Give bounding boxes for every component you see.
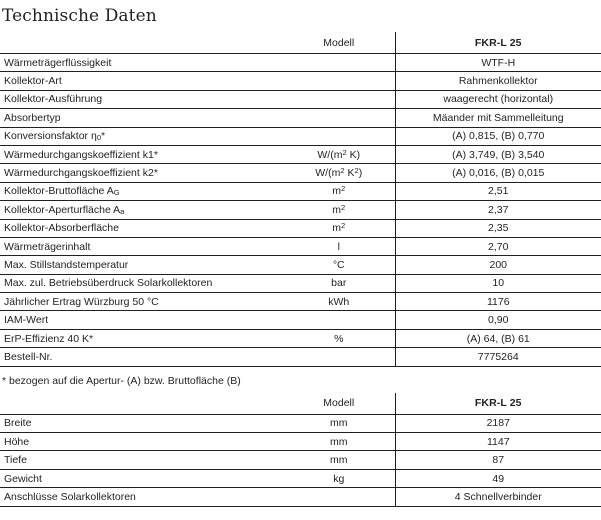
specs-row-value: Mäander mit Sammelleitung	[395, 109, 601, 127]
specs-row-value: 2,37	[395, 201, 601, 219]
specs-row-label: Konversionsfaktor $\eta_0*$	[0, 127, 283, 145]
specs-row-value: (A) 3,749, (B) 3,540	[395, 145, 601, 163]
specs-row-unit	[283, 54, 395, 72]
specs-row-label: Wärmedurchgangskoeffizient k1*	[0, 145, 283, 163]
specs-row-unit	[283, 109, 395, 127]
specs-table-body	[0, 54, 601, 367]
dimensions-row-unit: mm	[283, 414, 395, 432]
table-row	[0, 54, 601, 72]
dimensions-header-label	[0, 393, 283, 415]
specs-row-unit: $m^2$	[283, 201, 395, 219]
table-row	[0, 164, 601, 182]
dimensions-row-unit: mm	[283, 433, 395, 451]
specs-row-unit: l	[283, 237, 395, 255]
specs-row-value: 2,70	[395, 237, 601, 255]
table-row	[0, 329, 601, 347]
dimensions-row-value: 1147	[395, 433, 601, 451]
specs-row-label: Max. Stillstandstemperatur	[0, 256, 283, 274]
specs-row-label: Max. zul. Betriebsüberdruck Solarkollektoren	[0, 274, 283, 292]
dimensions-row-label: Gewicht	[0, 469, 283, 487]
table-row	[0, 109, 601, 127]
table-row	[0, 145, 601, 163]
dimensions-header-row	[0, 393, 601, 415]
table-row	[0, 237, 601, 255]
dimensions-row-label: Anschlüsse Solarkollektoren	[0, 488, 283, 506]
specs-row-value: 10	[395, 274, 601, 292]
dimensions-row-unit	[283, 488, 395, 506]
specs-row-unit: bar	[283, 274, 395, 292]
specs-row-label: ErP-Effizienz 40 K*	[0, 329, 283, 347]
table-row	[0, 219, 601, 237]
table-row	[0, 311, 601, 329]
technical-specifications-table	[0, 32, 601, 367]
table-row	[0, 451, 601, 469]
specs-table-head	[0, 32, 601, 54]
table-row	[0, 433, 601, 451]
table-row	[0, 488, 601, 506]
specs-row-label: Kollektor-Aperturfläche $A_a$	[0, 201, 283, 219]
dimensions-header-value: FKR-L 25	[395, 393, 601, 415]
table-row	[0, 256, 601, 274]
dimensions-row-label: Breite	[0, 414, 283, 432]
dimensions-header-unit: Modell	[283, 393, 395, 415]
dimensions-row-value: 2187	[395, 414, 601, 432]
table-row	[0, 293, 601, 311]
specs-row-unit: $m^2$	[283, 219, 395, 237]
dimensions-row-unit: kg	[283, 469, 395, 487]
specs-row-value: 1176	[395, 293, 601, 311]
table-row	[0, 274, 601, 292]
specs-row-unit: $W/(m^2$ K)	[283, 145, 395, 163]
dimensions-table-head	[0, 393, 601, 415]
table-row	[0, 348, 601, 366]
specs-header-label	[0, 32, 283, 54]
specs-row-unit	[283, 311, 395, 329]
specs-row-value: (A) 0,815, (B) 0,770	[395, 127, 601, 145]
page-title: Technische Daten	[2, 6, 157, 26]
specs-row-unit	[283, 348, 395, 366]
specs-row-value: 0,90	[395, 311, 601, 329]
specs-header-row	[0, 32, 601, 54]
specs-row-value: 200	[395, 256, 601, 274]
dimensions-table-body	[0, 414, 601, 506]
specs-row-label: Wärmedurchgangskoeffizient k2*	[0, 164, 283, 182]
specs-row-value: (A) 64, (B) 61	[395, 329, 601, 347]
specs-row-unit: kWh	[283, 293, 395, 311]
specs-row-unit: $W/(m^2$ $K^2$)	[283, 164, 395, 182]
table-row	[0, 201, 601, 219]
table-row	[0, 469, 601, 487]
specs-row-label: Kollektor-Absorberfläche	[0, 219, 283, 237]
dimensions-row-label: Tiefe	[0, 451, 283, 469]
dimensions-row-unit: mm	[283, 451, 395, 469]
specs-header-unit: Modell	[283, 32, 395, 54]
specs-row-label: Kollektor-Ausführung	[0, 90, 283, 108]
dimensions-row-value: 87	[395, 451, 601, 469]
specs-row-unit: °C	[283, 256, 395, 274]
specs-row-unit: $m^2$	[283, 182, 395, 200]
specs-row-unit: %	[283, 329, 395, 347]
specs-row-label: Kollektor-Art	[0, 72, 283, 90]
specs-row-label: Jährlicher Ertrag Würzburg 50 °C	[0, 293, 283, 311]
specs-row-value: (A) 0,016, (B) 0,015	[395, 164, 601, 182]
specs-row-value: 7775264	[395, 348, 601, 366]
table-row	[0, 182, 601, 200]
table-row	[0, 90, 601, 108]
dimensions-row-value: 4 Schnellverbinder	[395, 488, 601, 506]
dimensions-row-label: Höhe	[0, 433, 283, 451]
table-row	[0, 414, 601, 432]
specs-row-unit	[283, 90, 395, 108]
specs-row-value: waagerecht (horizontal)	[395, 90, 601, 108]
specs-row-unit	[283, 72, 395, 90]
specs-row-value: Rahmenkollektor	[395, 72, 601, 90]
specs-row-value: WTF-H	[395, 54, 601, 72]
dimensions-row-value: 49	[395, 469, 601, 487]
specs-row-label: Wärmeträgerflüssigkeit	[0, 54, 283, 72]
footnote-asterisk-note: * bezogen auf die Apertur- (A) bzw. Bruttofläche (B)	[2, 374, 241, 387]
specs-row-label: Kollektor-Bruttofläche $A_G$	[0, 182, 283, 200]
specs-row-label: Wärmeträgerinhalt	[0, 237, 283, 255]
table-row	[0, 127, 601, 145]
specs-row-label: Bestell-Nr.	[0, 348, 283, 366]
specs-row-label: IAM-Wert	[0, 311, 283, 329]
table-row	[0, 72, 601, 90]
specs-row-label: Absorbertyp	[0, 109, 283, 127]
specs-row-unit	[283, 127, 395, 145]
specs-row-value: 2,51	[395, 182, 601, 200]
specs-row-value: 2,35	[395, 219, 601, 237]
specs-header-value: FKR-L 25	[395, 32, 601, 54]
dimensions-table	[0, 393, 601, 507]
